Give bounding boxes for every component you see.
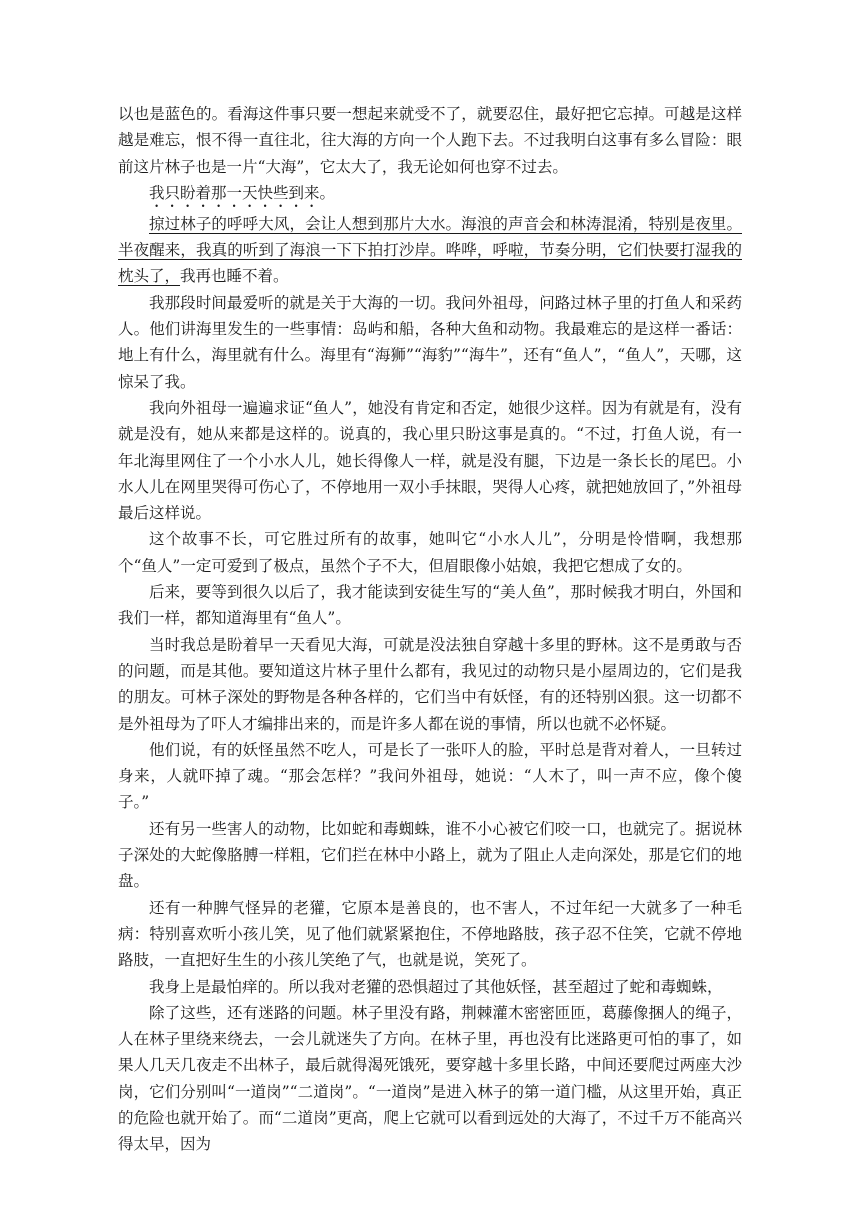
paragraph: 还有另一些害人的动物，比如蛇和毒蜘蛛，谁不小心被它们咬一口，也就完了。据说林子深处的大蛇像胳膊一样粗，它们拦在林中小路上，就为了阻止人走向深处，那是它们的地盘。	[118, 819, 742, 891]
underlined-passage: 掠过林子的呼呼大风，会让人想到那片大水。海浪的声音会和林涛混淆，特别是夜里。半夜醒来，我真的听到了海浪一下下拍打沙岸。哗哗，呼啦，节奏分明，它们快要打湿我的枕头了，	[118, 214, 742, 286]
paragraph-emphasis	[118, 180, 742, 211]
paragraph: 还有一种脾气怪异的老獾，它原本是善良的，也不害人，不过年纪一大就多了一种毛病：特别喜欢听小孩儿笑，见了他们就紧紧抱住，不停地路肢，孩子忍不住笑，它就不停地路肢，一直把好生生的小孩儿笑绝了气，也就是说，笑死了。	[118, 898, 742, 970]
paragraph: 除了这些，还有迷路的问题。林子里没有路，荆棘灌木密密匝匝，葛藤像捆人的绳子，人在林子里绕来绕去，一会儿就迷失了方向。在林子里，再也没有比迷路更可怕的事了，如果人几天几夜走不出林子，最后就得渴死饿死，要穿越十多里长路，中间还要爬过两座大沙岗，它们分别叫“一道岗”“二道岗”。“一道岗”是进入林子的第一道门槛，从这里开始，真正的危险也就开始了。而“二道岗”更高，爬上它就可以看到远处的大海了，不过千万不能高兴得太早，因为	[118, 1003, 742, 1154]
emphasized-sentence: 我只盼着那一天快些到来。	[149, 183, 336, 202]
paragraph: 这个故事不长，可它胜过所有的故事，她叫它“小水人儿”，分明是怜惜啊，我想那个“鱼人”一定可爱到了极点，虽然个子不大，但眉眼像小姑娘，我把它想成了女的。	[118, 530, 742, 575]
paragraph: 我向外祖母一遍遍求证“鱼人”，她没有肯定和否定，她很少这样。因为有就是有，没有就是没有，她从来都是这样的。说真的，我心里只盼这事是真的。“不过，打鱼人说，有一年北海里网住了一个小水人儿，她长得像人一样，就是没有腿，下边是一条长长的尾巴。小水人儿在网里哭得可伤心了，不停地用一双小手抹眼，哭得人心疼，就把她放回了，”外祖母最后这样说。	[118, 398, 742, 523]
paragraph: 他们说，有的妖怪虽然不吃人，可是长了一张吓人的脸，平时总是背对着人，一旦转过身来，人就吓掉了魂。“那会怎样？”我问外祖母，她说：“人木了，叫一声不应，像个傻子。”	[118, 740, 742, 812]
paragraph-continuation: 以也是蓝色的。看海这件事只要一想起来就受不了，就要忍住，最好把它忘掉。可越是这样越是难忘，恨不得一直往北，往大海的方向一个人跑下去。不过我明白这事有多么冒险：眼前这片林子也是一片“大海”，它太大了，我无论如何也穿不过去。	[118, 105, 742, 176]
paragraph: 后来，要等到很久以后了，我才能读到安徒生写的“美人鱼”，那时候我才明白，外国和我们一样，都知道海里有“鱼人”。	[118, 583, 742, 628]
paragraph-tail: 我再也睡不着。	[180, 267, 289, 286]
paragraph: 我那段时间最爱听的就是关于大海的一切。我问外祖母，问路过林子里的打鱼人和采药人。他们讲海里发生的一些事情：岛屿和船，各种大鱼和动物。我最难忘的是这样一番话：地上有什么，海里就有什么。海里有“海狮”“海豹”“海牛”，还有“鱼人”，“鱼人”，天哪，这惊呆了我。	[118, 293, 742, 391]
paragraph-underlined	[118, 211, 742, 290]
paragraph: 我身上是最怕痒的。所以我对老獾的恐惧超过了其他妖怪，甚至超过了蛇和毒蜘蛛，	[149, 977, 723, 996]
paragraph: 当时我总是盼着早一天看见大海，可就是没法独自穿越十多里的野林。这不是勇敢与否的问题，而是其他。要知道这片林子里什么都有，我见过的动物只是小屋周边的，它们是我的朋友。可林子深处的野物是各种各样的，它们当中有妖怪，有的还特别凶狠。这一切都不是外祖母为了吓人才编排出来的，而是许多人都在说的事情，所以也就不必怀疑。	[118, 635, 742, 733]
document-page	[118, 101, 742, 1158]
